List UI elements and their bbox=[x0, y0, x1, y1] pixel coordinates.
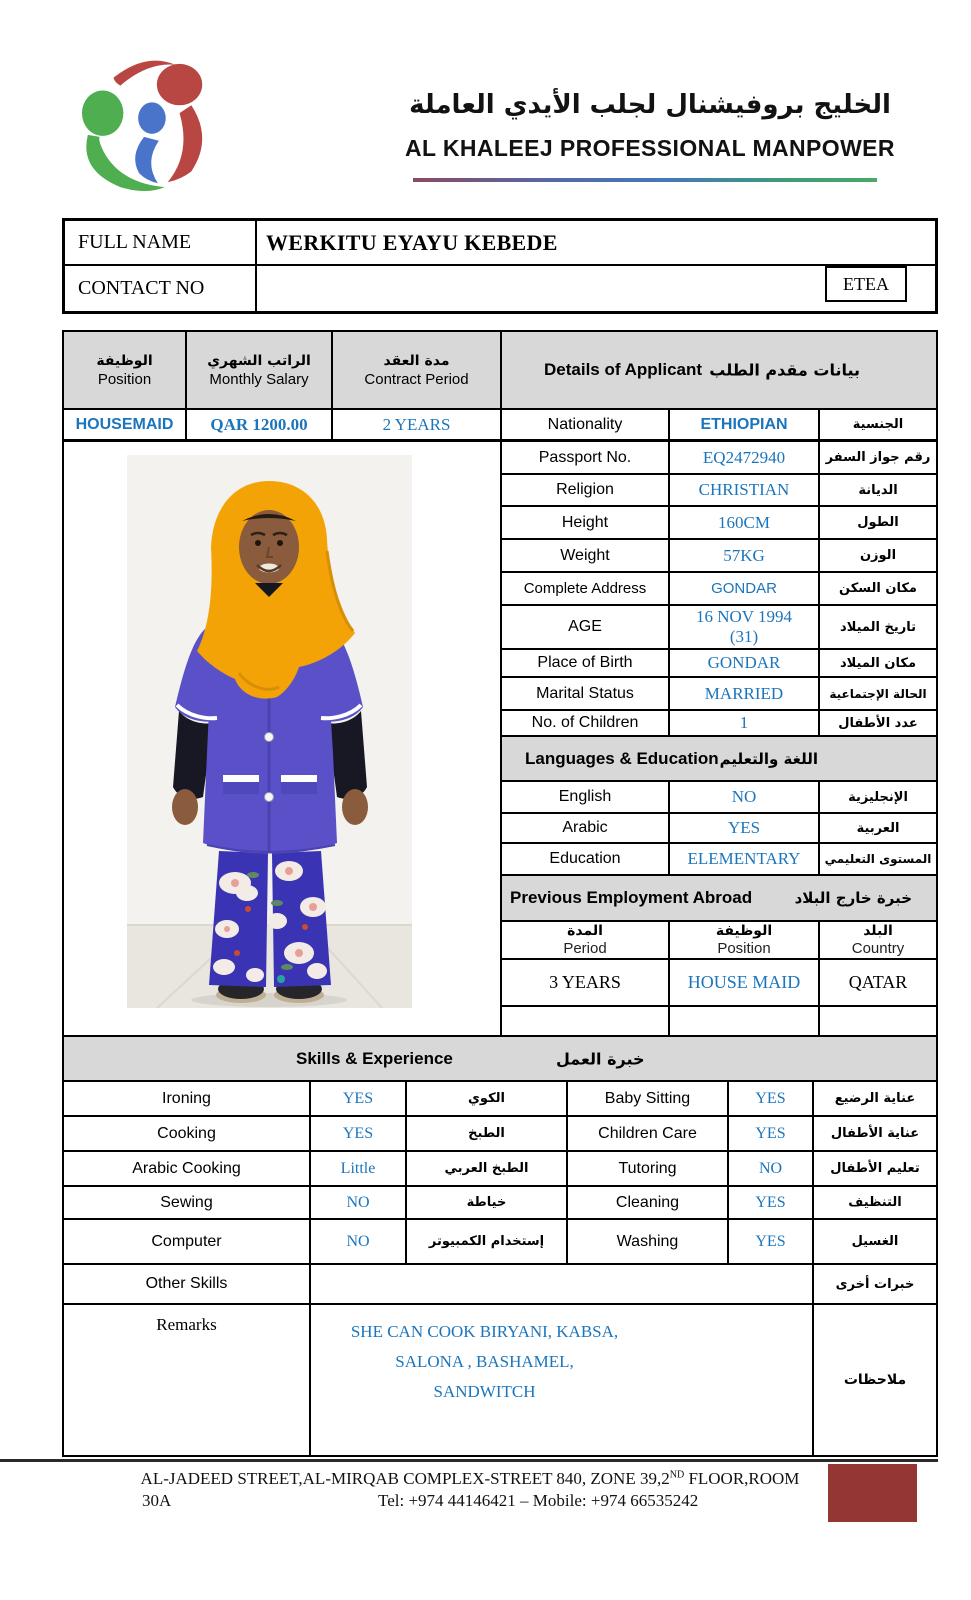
people-circle-logo-icon bbox=[68, 56, 228, 194]
address-text-end: FLOOR,ROOM bbox=[684, 1469, 800, 1488]
prev-employment-empty-row bbox=[502, 1007, 936, 1035]
passport-row bbox=[502, 442, 936, 475]
education-value: ELEMENTARY bbox=[670, 844, 820, 874]
skill-value: YES bbox=[729, 1187, 814, 1218]
other-skills-value bbox=[311, 1265, 814, 1303]
applicant-photo bbox=[127, 455, 412, 1008]
full-name-label: FULL NAME bbox=[65, 221, 257, 264]
skill-label: Arabic Cooking bbox=[64, 1152, 311, 1185]
skill-label: Cooking bbox=[64, 1117, 311, 1150]
children-row bbox=[502, 711, 936, 737]
religion-value: CHRISTIAN bbox=[670, 475, 820, 505]
prev-employment-header-arabic: خبرة خارج البلاد bbox=[794, 889, 912, 907]
skill-label-arabic: عناية الأطفال bbox=[830, 1126, 920, 1141]
name-table bbox=[62, 218, 938, 314]
company-title-english: AL KHALEEJ PROFESSIONAL MANPOWER bbox=[405, 135, 895, 161]
remarks-text bbox=[311, 1305, 814, 1455]
birthplace-label-arabic: مكان الميلاد bbox=[839, 655, 916, 671]
address-label: Complete Address bbox=[502, 573, 670, 604]
children-value: 1 bbox=[670, 711, 820, 735]
skill-label-arabic: الطبخ bbox=[407, 1117, 568, 1150]
footer-phone-numbers: Tel: +974 44146421 – Mobile: +974 66535242 bbox=[378, 1491, 699, 1510]
height-label: Height bbox=[502, 507, 670, 538]
religion-row bbox=[502, 475, 936, 507]
nationality-label-arabic: الجنسية bbox=[852, 417, 904, 432]
prev-employment-row bbox=[502, 960, 936, 1007]
empty-country-cell bbox=[820, 1007, 936, 1035]
religion-label-arabic: الديانة bbox=[858, 482, 898, 498]
children-label: No. of Children bbox=[502, 711, 670, 735]
skill-value: NO bbox=[729, 1152, 814, 1185]
skill-value: NO bbox=[311, 1220, 407, 1263]
passport-label: Passport No. bbox=[502, 442, 670, 473]
education-row bbox=[502, 844, 936, 876]
country-header: Country bbox=[851, 940, 905, 957]
arabic-value: YES bbox=[670, 814, 820, 842]
education-label: Education bbox=[502, 844, 670, 874]
prev-employment-section-header bbox=[502, 876, 936, 922]
details-section-header bbox=[502, 332, 936, 408]
footer-divider bbox=[0, 1459, 938, 1462]
remarks-line: SHE CAN COOK BIRYANI, KABSA, bbox=[350, 1322, 619, 1341]
empty-position-cell bbox=[670, 1007, 820, 1035]
birthplace-value: GONDAR bbox=[670, 650, 820, 676]
contract-label: Contract Period bbox=[364, 370, 469, 388]
skills-section-header bbox=[64, 1037, 936, 1082]
skill-label: Children Care bbox=[568, 1117, 729, 1150]
birthplace-label: Place of Birth bbox=[502, 650, 670, 676]
full-name-row bbox=[65, 221, 935, 266]
birthplace-row bbox=[502, 650, 936, 678]
full-name-value: WERKITU EYAYU KEBEDE bbox=[266, 229, 558, 255]
address-ordinal: ND bbox=[669, 1469, 685, 1481]
skill-label-arabic: إستخدام الكمبيوتر bbox=[407, 1220, 568, 1263]
birth-date-value: 16 NOV 1994 bbox=[695, 607, 793, 626]
english-value: NO bbox=[670, 782, 820, 812]
english-row bbox=[502, 782, 936, 814]
other-skills-label: Other Skills bbox=[64, 1265, 311, 1303]
salary-value: QAR 1200.00 bbox=[187, 410, 333, 439]
skill-value: YES bbox=[729, 1220, 814, 1263]
offer-header-row bbox=[64, 332, 936, 410]
period-header: Period bbox=[563, 940, 607, 957]
languages-header-arabic: اللغة والتعليم bbox=[719, 749, 818, 768]
english-label: English bbox=[502, 782, 670, 812]
other-skills-row bbox=[64, 1265, 936, 1305]
arabic-label-arabic: العربية bbox=[856, 820, 900, 836]
marital-label: Marital Status bbox=[502, 678, 670, 709]
footer-contact-line bbox=[0, 1491, 940, 1515]
skill-label-arabic: الكوي bbox=[407, 1082, 568, 1115]
skill-label-arabic: الطبخ العربي bbox=[407, 1152, 568, 1185]
age-label: AGE bbox=[502, 606, 670, 648]
skill-value: YES bbox=[729, 1082, 814, 1115]
country-column-header bbox=[820, 922, 936, 958]
address-text: AL-JADEED STREET,AL-MIRQAB COMPLEX-STREET 840, ZONE 39,2 bbox=[140, 1469, 670, 1488]
skill-label-arabic: التنظيف bbox=[848, 1195, 902, 1210]
height-label-arabic: الطول bbox=[857, 515, 899, 530]
position-value: HOUSEMAID bbox=[64, 410, 187, 439]
position-column-header bbox=[670, 922, 820, 958]
address-value: GONDAR bbox=[670, 573, 820, 604]
marital-row bbox=[502, 678, 936, 711]
header-divider bbox=[413, 178, 877, 182]
full-name-value-cell bbox=[257, 221, 935, 264]
skills-row bbox=[64, 1117, 936, 1152]
details-column bbox=[502, 442, 936, 1035]
skills-row bbox=[64, 1220, 936, 1265]
company-logo bbox=[68, 56, 228, 194]
contact-label: CONTACT NO bbox=[65, 266, 257, 311]
country-header-arabic: البلد bbox=[863, 923, 893, 939]
arabic-label: Arabic bbox=[502, 814, 670, 842]
position-label-arabic: الوظيفة bbox=[96, 352, 153, 369]
offer-values-row bbox=[64, 410, 936, 442]
company-title-arabic: الخليج بروفيشنال لجلب الأيدي العاملة bbox=[409, 90, 891, 120]
weight-label: Weight bbox=[502, 540, 670, 571]
address-label-arabic: مكان السكن bbox=[839, 581, 917, 596]
height-row bbox=[502, 507, 936, 540]
nationality-label: Nationality bbox=[502, 410, 670, 439]
skill-label-arabic: عناية الرضيع bbox=[834, 1091, 916, 1106]
skill-label-arabic: الغسيل bbox=[851, 1234, 899, 1249]
remarks-line: SALONA , BASHAMEL, bbox=[395, 1352, 574, 1371]
age-row bbox=[502, 606, 936, 650]
position-header: Position bbox=[717, 940, 771, 957]
skills-row bbox=[64, 1082, 936, 1117]
contract-value: 2 YEARS bbox=[333, 410, 502, 439]
skill-label: Baby Sitting bbox=[568, 1082, 729, 1115]
contact-value-cell bbox=[257, 266, 935, 311]
skill-value: YES bbox=[311, 1082, 407, 1115]
passport-value: EQ2472940 bbox=[670, 442, 820, 473]
passport-label-arabic: رقم جواز السفر bbox=[825, 450, 931, 465]
position-header-arabic: الوظيفة bbox=[715, 923, 773, 939]
skill-label: Sewing bbox=[64, 1187, 311, 1218]
age-value-cell bbox=[670, 606, 820, 648]
prev-country-value: QATAR bbox=[848, 972, 908, 992]
remarks-line: SANDWITCH bbox=[433, 1382, 536, 1401]
children-label-arabic: عدد الأطفال bbox=[838, 715, 918, 731]
skill-label: Cleaning bbox=[568, 1187, 729, 1218]
weight-label-arabic: الوزن bbox=[859, 548, 897, 563]
prev-position-value: HOUSE MAID bbox=[670, 960, 820, 1005]
arabic-row bbox=[502, 814, 936, 844]
empty-period-cell bbox=[502, 1007, 670, 1035]
skill-label-arabic: تعليم الأطفال bbox=[830, 1161, 920, 1176]
prev-period-value: 3 YEARS bbox=[502, 960, 670, 1005]
marital-value: MARRIED bbox=[670, 678, 820, 709]
languages-section-header bbox=[502, 737, 936, 782]
marital-label-arabic: الحالة الإجتماعية bbox=[829, 686, 927, 701]
weight-row bbox=[502, 540, 936, 573]
remarks-row bbox=[64, 1305, 936, 1455]
details-header-english: Details of Applicant bbox=[544, 360, 703, 379]
skill-label: Washing bbox=[568, 1220, 729, 1263]
contract-label-arabic: مدة العقد bbox=[383, 352, 450, 369]
skill-value: YES bbox=[729, 1117, 814, 1150]
agency-code-badge: ETEA bbox=[825, 266, 907, 302]
religion-label: Religion bbox=[502, 475, 670, 505]
prev-employment-columns-row bbox=[502, 922, 936, 960]
skills-row bbox=[64, 1152, 936, 1187]
footer-address bbox=[0, 1469, 940, 1489]
position-label: Position bbox=[97, 370, 152, 388]
address-room-number: 30A bbox=[142, 1491, 172, 1510]
salary-header-cell bbox=[187, 332, 333, 408]
skill-value: Little bbox=[311, 1152, 407, 1185]
photo-cell bbox=[64, 442, 502, 1035]
period-header-arabic: المدة bbox=[567, 923, 603, 939]
skills-row bbox=[64, 1187, 936, 1220]
applicant-form-table bbox=[62, 330, 938, 1457]
remarks-label: Remarks bbox=[64, 1305, 311, 1455]
skill-value: NO bbox=[311, 1187, 407, 1218]
photo-and-details-row bbox=[64, 442, 936, 1037]
period-column-header bbox=[502, 922, 670, 958]
weight-value: 57KG bbox=[670, 540, 820, 571]
age-value: (31) bbox=[729, 627, 759, 646]
languages-header-english: Languages & Education bbox=[525, 748, 719, 768]
address-row bbox=[502, 573, 936, 606]
education-label-arabic: المستوى التعليمي bbox=[824, 852, 932, 866]
english-label-arabic: الإنجليزية bbox=[848, 789, 908, 805]
skill-label: Ironing bbox=[64, 1082, 311, 1115]
skill-label: Tutoring bbox=[568, 1152, 729, 1185]
details-header-arabic: بيانات مقدم الطلب bbox=[709, 360, 860, 380]
skills-header-arabic: خبرة العمل bbox=[556, 1049, 645, 1068]
prev-employment-header-english: Previous Employment Abroad bbox=[510, 888, 753, 907]
nationality-value: ETHIOPIAN bbox=[670, 410, 820, 439]
skills-header-english: Skills & Experience bbox=[296, 1048, 453, 1068]
position-header-cell bbox=[64, 332, 187, 408]
salary-label: Monthly Salary bbox=[209, 370, 309, 388]
skill-label-arabic: خياطة bbox=[407, 1187, 568, 1218]
skill-value: YES bbox=[311, 1117, 407, 1150]
age-label-arabic: تاريخ الميلاد bbox=[840, 619, 916, 635]
salary-label-arabic: الراتب الشهري bbox=[207, 352, 311, 369]
remarks-label-arabic: ملاحظات bbox=[843, 1372, 907, 1388]
height-value: 160CM bbox=[670, 507, 820, 538]
other-skills-label-arabic: خبرات أخرى bbox=[835, 1276, 915, 1292]
contact-row bbox=[65, 266, 935, 311]
contract-header-cell bbox=[333, 332, 502, 408]
skill-label: Computer bbox=[64, 1220, 311, 1263]
